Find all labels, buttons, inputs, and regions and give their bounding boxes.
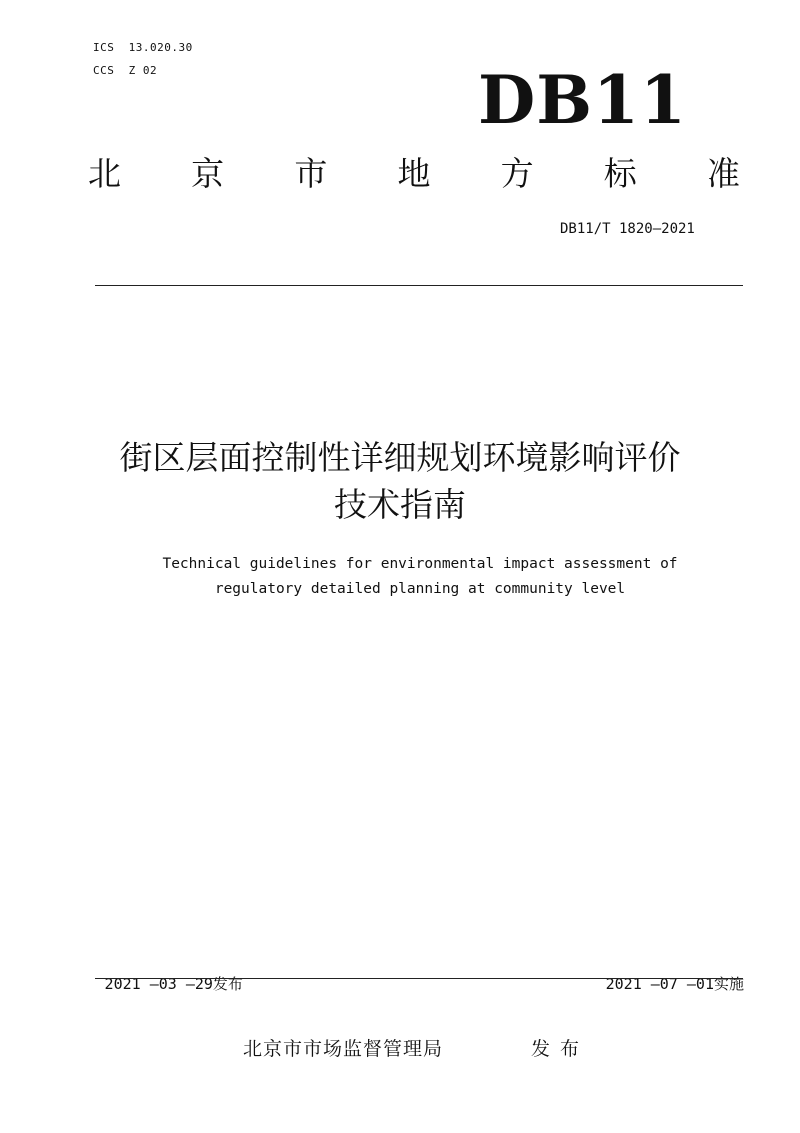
ccs-code: CCS Z 02 — [93, 64, 158, 77]
heading-char: 方 — [500, 154, 534, 193]
document-title-cn-line1: 街区层面控制性详细规划环境影响评价 — [119, 438, 681, 477]
bottom-divider — [95, 978, 743, 979]
heading-char: 京 — [191, 154, 225, 193]
db11-logo: DB11 — [478, 61, 687, 139]
heading-char: 市 — [294, 154, 328, 193]
publisher-name: 北京市市场监督管理局 — [243, 1038, 444, 1060]
publisher-action: 发布 — [531, 1038, 590, 1060]
top-divider — [95, 285, 743, 286]
implementation-date: 2021 —07 —01 — [605, 975, 714, 993]
ics-code: ICS 13.020.30 — [93, 41, 193, 54]
implementation-label: 实施 — [713, 975, 744, 993]
issue-date: 2021 —03 —29 — [104, 975, 213, 993]
implementation-date-block — [596, 955, 744, 994]
heading-char: 地 — [397, 154, 431, 193]
heading-char: 北 — [88, 154, 121, 193]
standard-number: DB11/T 1820—2021 — [560, 221, 695, 237]
document-title-en-line2: regulatory detailed planning at community level — [214, 581, 626, 597]
issue-date-block — [95, 955, 243, 994]
document-title-cn-line2: 技术指南 — [334, 485, 466, 524]
heading-char: 标 — [603, 154, 637, 193]
document-title-en-line1: Technical guidelines for environmental impact assessment of — [162, 556, 678, 572]
local-standard-heading — [88, 154, 740, 194]
issue-label: 发布 — [212, 975, 243, 993]
heading-char: 准 — [706, 154, 740, 193]
